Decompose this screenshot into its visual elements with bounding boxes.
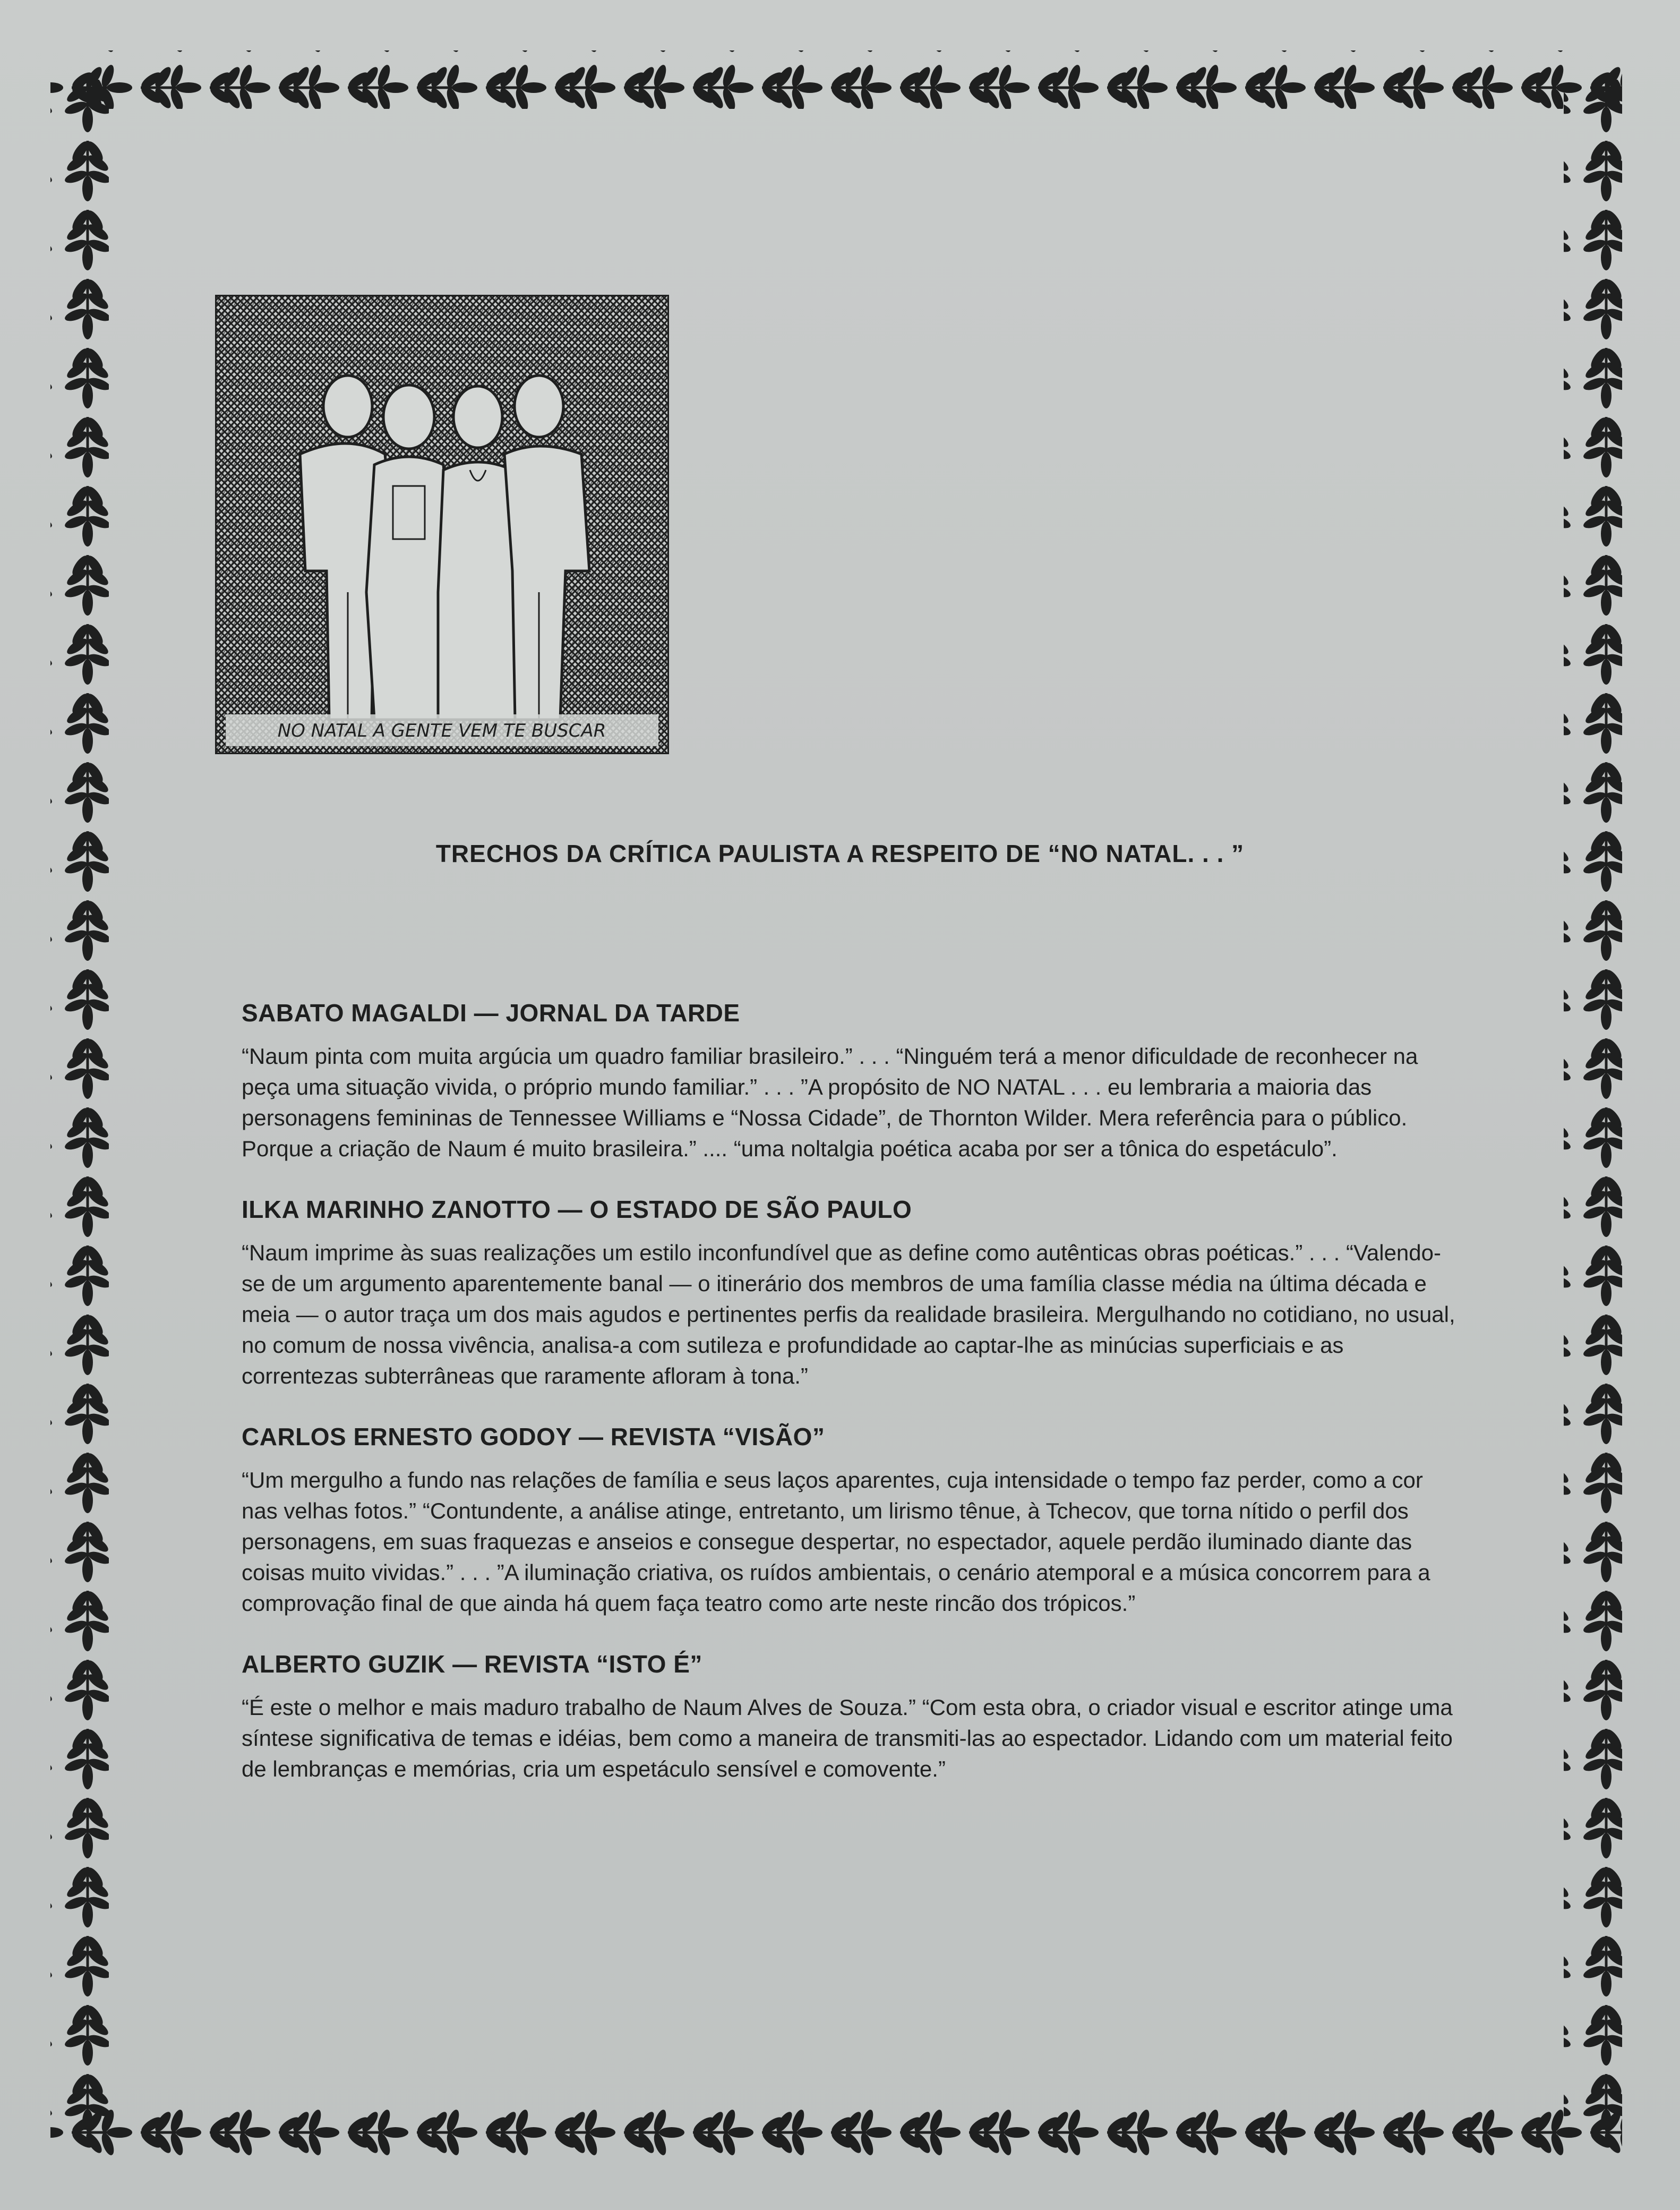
review-title: SABATO MAGALDI — JORNAL DA TARDE bbox=[242, 999, 740, 1027]
review-text: “Um mergulho a fundo nas relações de família e seus laços aparentes, cuja intensidade o tempo faz perder, como a cor nas velhas fotos.” “Contundente, a análise atinge, entretanto, um lirismo tênue, à Tchecov, que torna nítido o perfil dos personagens, em suas fraquezas e anseios e consegue despertar, no espectador, aquele perdão iluminado diante das coisas muito vividas.” . . . ”A iluminação criativa, os ruídos ambientais, o cenário atemporal e a música concorrem para a comprovação final de que ainda há quem faça teatro como arte neste rincão dos trópicos.” bbox=[242, 1467, 1430, 1616]
cast-illustration bbox=[215, 295, 669, 754]
review-magaldi bbox=[242, 999, 1463, 1164]
page-heading: TRECHOS DA CRÍTICA PAULISTA A RESPEITO DE “NO NATAL. . . ” bbox=[435, 840, 1245, 867]
review-title: CARLOS ERNESTO GODOY — REVISTA “VISÃO” bbox=[242, 1423, 825, 1450]
review-text: “Naum imprime às suas realizações um estilo inconfundível que as define como autênticas obras poéticas.” . . . “Valendo-se de um argumento aparentemente banal — o itinerário dos membros de uma família classe média na última década e meia — o autor traça um dos mais agudos e pertinentes perfis da realidade brasileira. Mergulhando no cotidiano, no usual, no comum de nossa vivência, analisa-a com sutileza e profundidade ao captar-lhe as minúcias superficiais e as correntezas subterrâneas que raramente afloram à tona.” bbox=[242, 1240, 1455, 1388]
review-godoy bbox=[242, 1422, 1463, 1619]
review-text: “É este o melhor e mais maduro trabalho de Naum Alves de Souza.” “Com esta obra, o criador visual e escritor atinge uma síntese significativa de temas e idéias, bem como a maneira de transmiti-las ao espectador. Lidando com um material feito de lembranças e memórias, cria um espetáculo sensível e comovente.” bbox=[242, 1695, 1453, 1781]
review-title: ALBERTO GUZIK — REVISTA “ISTO É” bbox=[242, 1650, 702, 1678]
illustration-caption: NO NATAL A GENTE VEM TE BUSCAR bbox=[277, 720, 606, 741]
review-guzik bbox=[242, 1650, 1463, 1785]
review-text: “Naum pinta com muita argúcia um quadro familiar brasileiro.” . . . “Ninguém terá a menor dificuldade de reconhecer na peça uma situação vivida, o próprio mundo familiar.” . . . ”A propósito de NO NATAL . . . eu lembraria a maioria das personagens femininas de Tennessee Williams e “Nossa Cidade”, de Thornton Wilder. Mera referência para o público. Porque a criação de Naum é muito brasileira.” .... “uma noltalgia poética acaba por ser a tônica do espetáculo”. bbox=[242, 1044, 1418, 1161]
reviews-section bbox=[242, 999, 1463, 1815]
review-title: ILKA MARINHO ZANOTTO — O ESTADO DE SÃO PAULO bbox=[242, 1196, 912, 1223]
review-zanotto bbox=[242, 1195, 1463, 1392]
